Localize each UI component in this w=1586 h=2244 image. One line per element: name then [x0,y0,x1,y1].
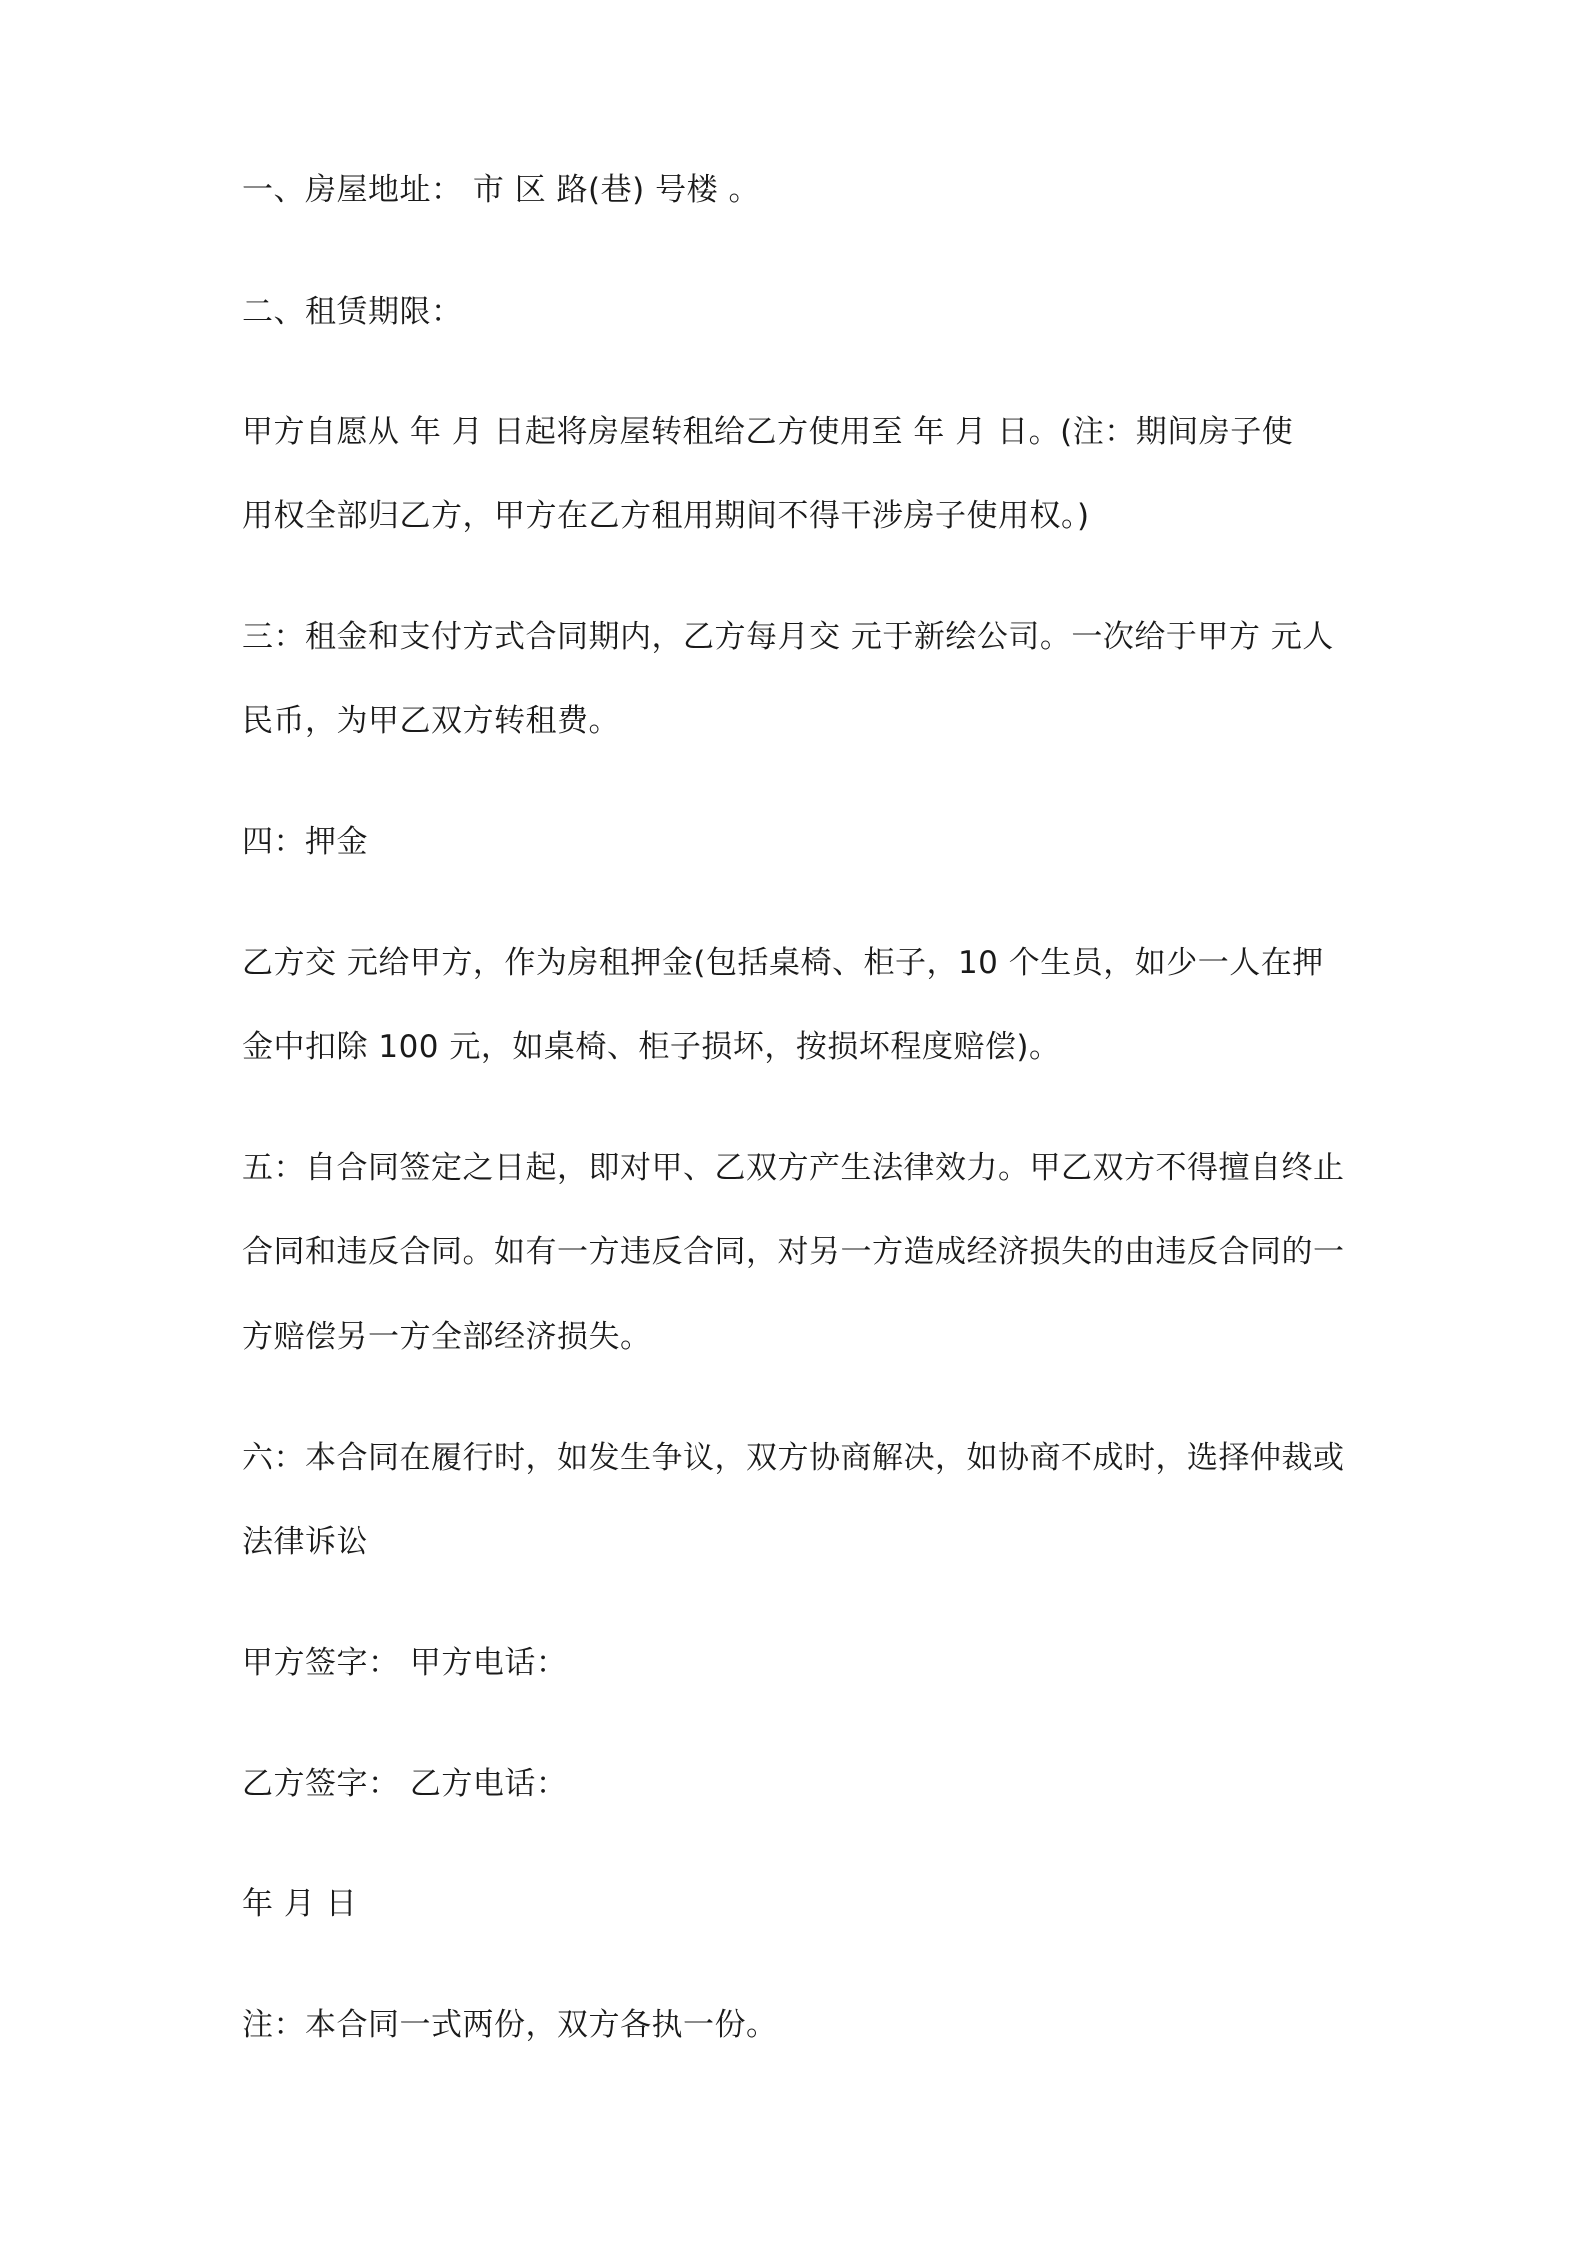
lease-term-text-line-2: 用权全部归乙方，甲方在乙方租用期间不得干涉房子使用权。) [242,498,1090,534]
lease-term-text-line-1: 甲方自愿从 年 月 日起将房屋转租给乙方使用至 年 月 日。(注：期间房子使 [242,414,1294,450]
lease-term-heading: 二、租赁期限： [242,294,463,330]
dispute-clause-line-1: 六：本合同在履行时，如发生争议，双方协商解决，如协商不成时，选择仲裁或 [242,1440,1345,1476]
dispute-clause-line-2: 法律诉讼 [242,1524,368,1560]
deposit-clause-line-2: 金中扣除 100 元，如桌椅、柜子损坏，按损坏程度赔偿)。 [242,1029,1061,1065]
date-line: 年 月 日 [242,1886,358,1922]
validity-clause-line-3: 方赔偿另一方全部经济损失。 [242,1319,652,1355]
party-a-signature-line: 甲方签字： 甲方电话： [242,1645,568,1681]
copies-note: 注：本合同一式两份，双方各执一份。 [242,2007,778,2043]
validity-clause-line-2: 合同和违反合同。如有一方违反合同，对另一方造成经济损失的由违反合同的一 [242,1234,1345,1270]
rent-clause-line-1: 三：租金和支付方式合同期内，乙方每月交 元于新绘公司。一次给于甲方 元人 [242,619,1334,655]
rent-clause-line-2: 民币，为甲乙双方转租费。 [242,703,620,739]
deposit-heading: 四：押金 [242,824,368,860]
deposit-clause-line-1: 乙方交 元给甲方，作为房租押金(包括桌椅、柜子，10 个生员，如少一人在押 [242,945,1324,981]
party-b-signature-line: 乙方签字： 乙方电话： [242,1766,568,1802]
address-clause: 一、房屋地址： 市 区 路(巷) 号楼 。 [242,172,760,208]
validity-clause-line-1: 五：自合同签定之日起，即对甲、乙双方产生法律效力。甲乙双方不得擅自终止 [242,1150,1345,1186]
